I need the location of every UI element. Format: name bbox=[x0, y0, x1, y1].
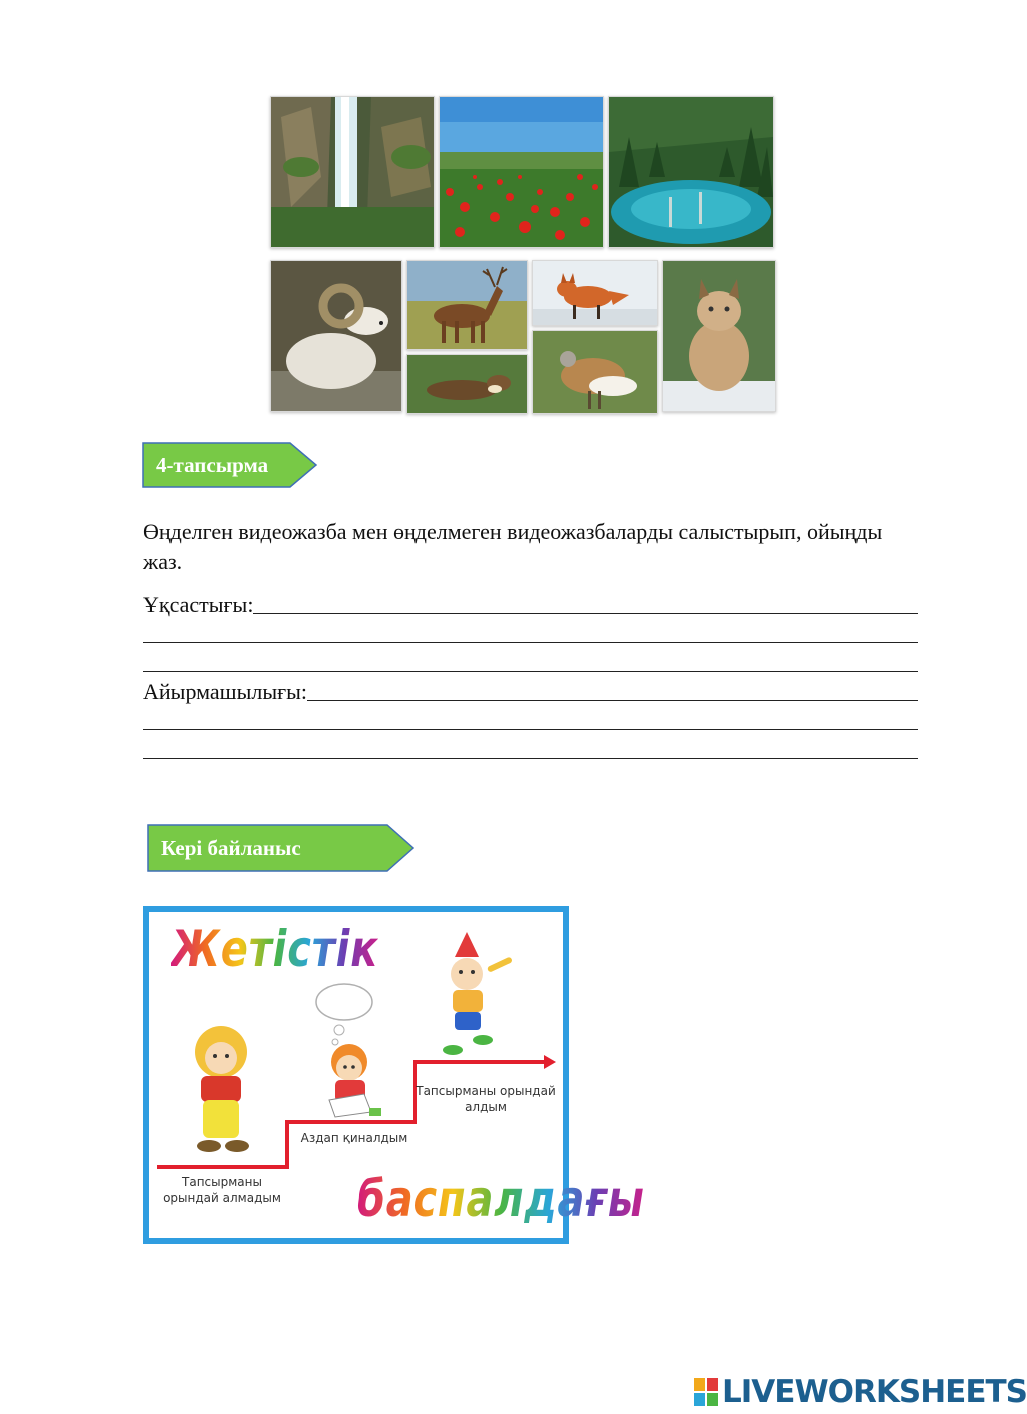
difference-blank[interactable] bbox=[307, 699, 918, 701]
child-figure-2 bbox=[329, 1044, 381, 1117]
fox-photo bbox=[532, 260, 658, 326]
difference-answer-line[interactable] bbox=[143, 677, 918, 707]
step-label-1: Тапсырманы орындай алмадым bbox=[163, 1175, 281, 1205]
similarity-blank[interactable] bbox=[253, 612, 918, 614]
similarity-blank-2[interactable] bbox=[143, 641, 918, 643]
feedback-banner-label: Кері байланыс bbox=[161, 835, 301, 860]
child-figure-3 bbox=[443, 932, 513, 1055]
argali-photo bbox=[270, 260, 402, 412]
liveworksheets-cube-icon bbox=[694, 1378, 718, 1406]
liveworksheets-wordmark: LIVEWORKSHEETS bbox=[722, 1374, 1027, 1410]
card-title-word: Жетістік bbox=[171, 920, 379, 978]
similarity-answer-line[interactable] bbox=[143, 590, 918, 620]
task-4-instruction: Өңделген видеожазба мен өңделмеген видеожазбаларды салыстырып, ойыңды жаз. bbox=[143, 519, 883, 574]
step-label-2: Аздап қиналдым bbox=[300, 1131, 408, 1145]
feedback-banner bbox=[147, 824, 415, 872]
difference-blank-2[interactable] bbox=[143, 728, 918, 730]
similarity-answer-line-2[interactable] bbox=[143, 619, 918, 649]
thought-bubble bbox=[316, 984, 372, 1045]
bustard-photo bbox=[532, 330, 658, 414]
child-figure-1 bbox=[195, 1026, 249, 1152]
poppy-field-photo bbox=[439, 96, 604, 248]
achievement-ladder-card bbox=[143, 906, 645, 1244]
marten-photo bbox=[406, 354, 528, 414]
similarity-answer-line-3[interactable] bbox=[143, 648, 918, 678]
similarity-blank-3[interactable] bbox=[143, 670, 918, 672]
liveworksheets-logo bbox=[694, 1374, 1027, 1410]
difference-label: Айырмашылығы: bbox=[143, 679, 308, 704]
difference-answer-line-3[interactable] bbox=[143, 735, 918, 765]
lynx-photo bbox=[662, 260, 776, 412]
task-4-banner bbox=[142, 442, 318, 488]
mountain-lake-photo bbox=[608, 96, 774, 248]
difference-answer-line-2[interactable] bbox=[143, 706, 918, 736]
step-label-3: Тапсырманы орындай алдым bbox=[416, 1084, 556, 1114]
similarity-label: Ұқсастығы: bbox=[143, 592, 254, 617]
difference-blank-3[interactable] bbox=[143, 757, 918, 759]
card-bottom-word: баспалдағы bbox=[357, 1170, 645, 1228]
waterfall-photo bbox=[270, 96, 435, 248]
deer-photo bbox=[406, 260, 528, 350]
task-4-banner-label: 4-тапсырма bbox=[156, 452, 269, 477]
